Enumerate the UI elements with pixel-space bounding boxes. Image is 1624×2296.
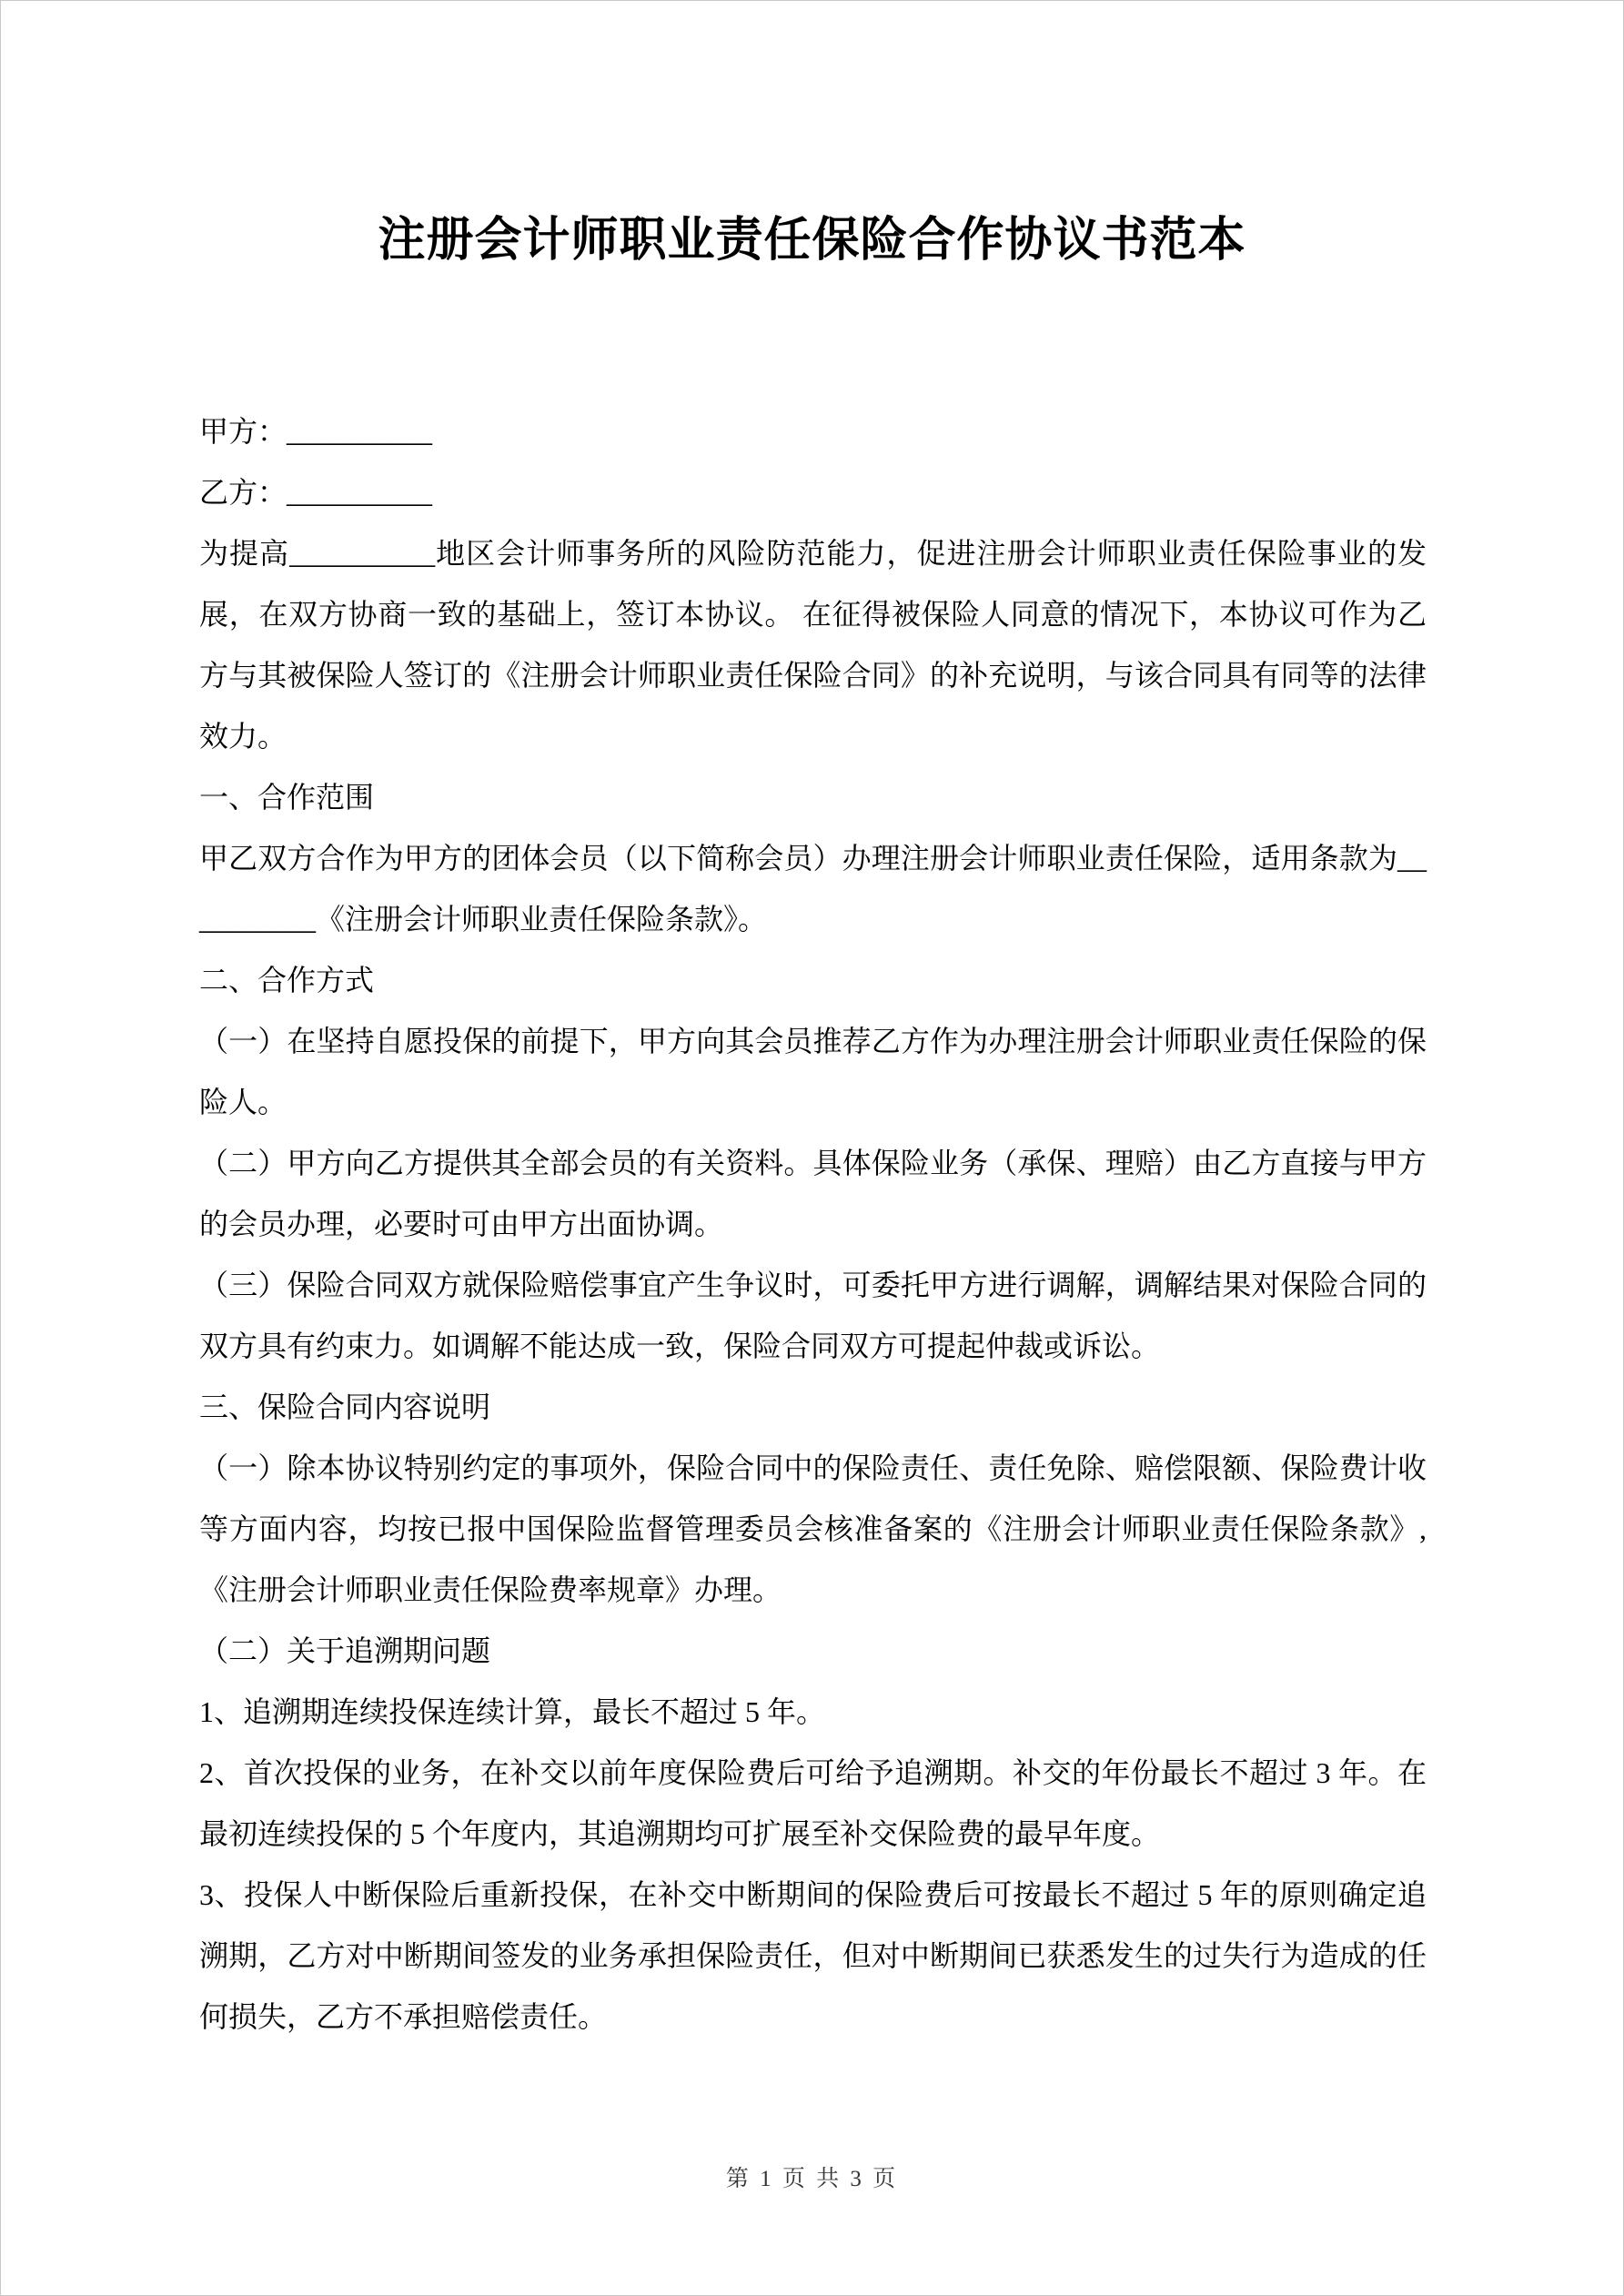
section-3-heading: 三、保险合同内容说明 [199,1391,491,1423]
party-b-line: 乙方：__________ [199,476,433,509]
retro-item-1: 1、追溯期连续投保连续计算，最长不超过 5 年。 [199,1695,826,1728]
section-2-heading: 二、合作方式 [199,964,375,996]
section-2-item-1: （一）在坚持自愿投保的前提下，甲方向其会员推荐乙方作为办理注册会计师职业责任保险的保险人。 [199,1025,1427,1118]
page-footer: 第 1 页 共 3 页 [725,2167,899,2191]
section-1-body: 甲乙双方合作为甲方的团体会员（以下简称会员）办理注册会计师职业责任保险，适用条款为__________《注册会计师职业责任保险条款》。 [199,842,1427,936]
retro-item-2: 2、首次投保的业务，在补交以前年度保险费后可给予追溯期。补交的年份最长不超过 3 年。在最初连续投保的 5 个年度内，其追溯期均可扩展至补交保险费的最早年度。 [199,1756,1427,1850]
section-1-heading: 一、合作范围 [199,781,375,814]
section-2-item-2: （二）甲方向乙方提供其全部会员的有关资料。具体保险业务（承保、理赔）由乙方直接与甲方的会员办理，必要时可由甲方出面协调。 [199,1147,1427,1240]
retro-item-3: 3、投保人中断保险后重新投保，在补交中断期间的保险费后可按最长不超过 5 年的原则确定追溯期，乙方对中断期间签发的业务承担保险责任，但对中断期间已获悉发生的过失行为造成的任何损失，乙方不承担赔偿责任。 [199,1878,1427,2033]
section-3-item-1: （一）除本协议特别约定的事项外，保险合同中的保险责任、责任免除、赔偿限额、保险费计收等方面内容，均按已报中国保险监督管理委员会核准备案的《注册会计师职业责任保险条款》,《注册会计师职业责任保险费率规章》办理。 [199,1451,1427,1606]
document-body [1,269,1623,2048]
retro-period-heading: （二）关于追溯期问题 [199,1634,491,1667]
section-2-item-3: （三）保险合同双方就保险赔偿事宜产生争议时，可委托甲方进行调解，调解结果对保险合同的双方具有约束力。如调解不能达成一致，保险合同双方可提起仲裁或诉讼。 [199,1269,1427,1362]
party-a-line: 甲方：__________ [199,415,433,448]
document-title: 注册会计师职业责任保险合作协议书范本 [378,215,1246,267]
intro-paragraph: 为提高__________地区会计师事务所的风险防范能力，促进注册会计师职业责任保险事业的发展，在双方协商一致的基础上，签订本协议。 在征得被保险人同意的情况下，本协议可作为乙方与其被保险人签订的《注册会计师职业责任保险合同》的补充说明，与该合同具有同等的法律效力。 [199,537,1427,753]
